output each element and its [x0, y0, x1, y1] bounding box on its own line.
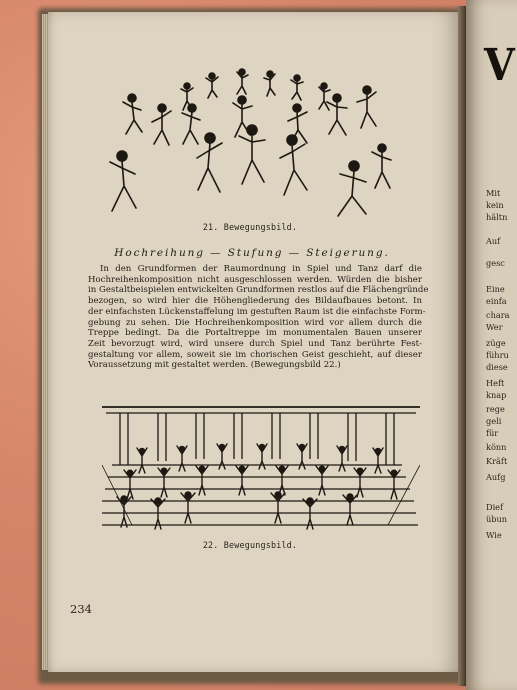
right-page-fragment: Eine	[486, 284, 505, 294]
right-page-fragment: diese	[486, 362, 508, 372]
body-line: In den Grundformen der Raumordnung in Spiel und Tanz darf die	[100, 264, 422, 274]
body-line: Treppe bedingt. Da die Portaltreppe im monumentalen Bauen unserer	[88, 328, 422, 339]
body-line: in Gestaltbeispielen entwickelten Grundformen restlos auf die Flächengründe	[88, 285, 429, 296]
figure-22-staircase-illustration	[102, 403, 420, 536]
right-page-fragment: könn	[486, 442, 507, 452]
body-line: gebung zu sehen. Die Hochreihenkomposition wird vor allem durch die	[88, 317, 422, 328]
right-page-fragment: übun	[486, 514, 508, 524]
body-line: Voraussetzung mit gestaltet werden. (Bewegungsbild 22.)	[88, 360, 341, 371]
body-line: Hochreihenkomposition nicht ausgeschlossen werden. Würden die bisher	[88, 274, 422, 285]
right-page-fragment: Wie	[486, 530, 502, 540]
right-page-fragment: gesc	[486, 258, 505, 268]
body-line: bezogen, so wird hier die Höhengliederung des Bildaufbaues betont. In	[88, 296, 422, 307]
right-page-fragment: chara	[486, 310, 510, 320]
figure-21-caption: 21. Bewegungsbild.	[202, 222, 298, 232]
right-page-fragment: kein	[486, 200, 504, 210]
right-page-fragment: Mit	[486, 188, 501, 198]
right-page-fragment: knap	[486, 390, 507, 400]
body-paragraph	[88, 264, 429, 371]
body-line: gestaltung vor allem, soweit sie im chorischen Geist geschieht, auf dieser	[88, 349, 422, 360]
right-page-fragment: Aufg	[486, 472, 506, 482]
body-line: Zeit bevorzugt wird, wird unsere durch Spiel und Tanz berührte Fest-	[88, 338, 422, 349]
right-page-title-fragment: V	[484, 40, 515, 91]
right-page-fragment: Heft	[486, 378, 505, 388]
right-page-fragment: für	[486, 428, 499, 438]
right-page-fragment: rege	[486, 404, 505, 414]
right-page-fragment: züge	[486, 338, 506, 348]
right-page-fragment: hältn	[486, 212, 508, 222]
body-line: der einfachsten Lückenstaffelung im gestuften Raum ist die einfachste Form-	[88, 306, 426, 317]
right-page-fragment: führu	[486, 350, 509, 360]
figure-21-dancers-illustration	[92, 68, 402, 218]
right-page-fragment: Auf	[486, 236, 501, 246]
section-heading: Hochreihung — Stufung — Steigerung.	[114, 247, 390, 259]
figure-22-caption: 22. Bewegungsbild.	[202, 540, 298, 550]
right-page-fragment: geli	[486, 416, 502, 426]
right-page-fragment: Dief	[486, 502, 504, 512]
right-page-fragment: einfa	[486, 296, 507, 306]
page-number: 234	[70, 602, 92, 616]
right-page-fragment: Wer	[486, 322, 503, 332]
right-page-fragment: Kräft	[486, 456, 508, 466]
